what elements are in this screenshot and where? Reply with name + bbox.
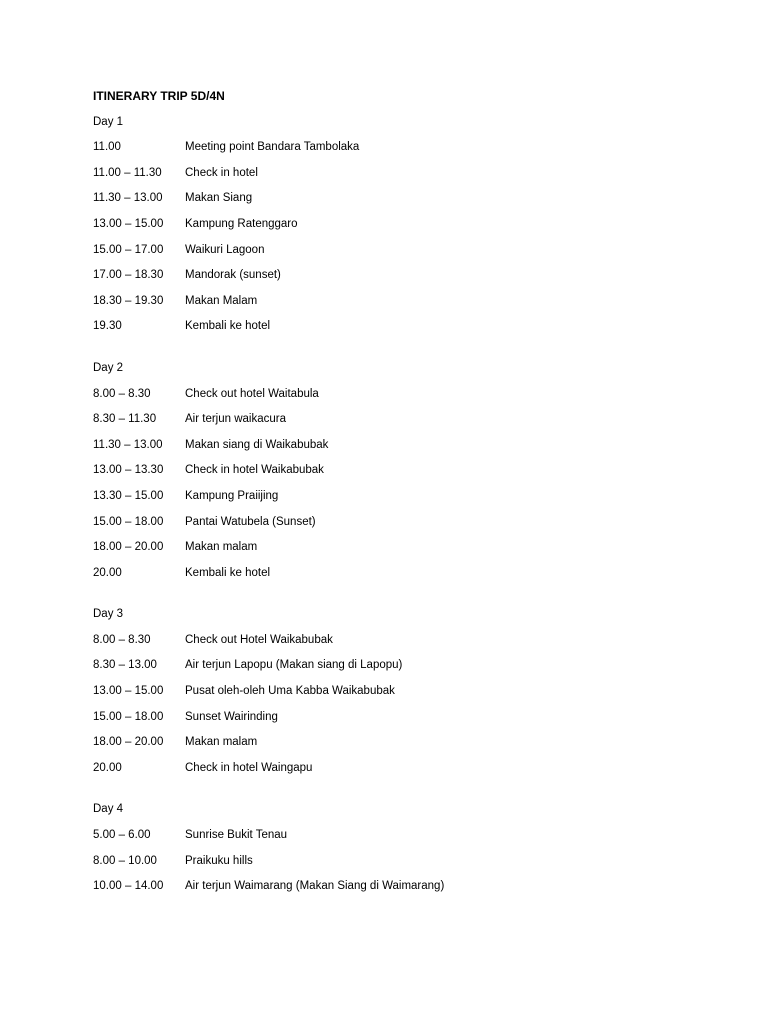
document-page [93, 88, 733, 904]
itinerary-row [93, 242, 733, 258]
activity: Makan siang di Waikabubak [185, 438, 329, 451]
day-section [93, 360, 733, 581]
day-label: Day 2 [93, 361, 124, 374]
activity: Kampung Praiijing [185, 489, 279, 502]
activity: Air terjun Lapopu (Makan siang di Lapopu) [185, 659, 403, 672]
itinerary-row [93, 878, 733, 894]
itinerary-row [93, 411, 733, 427]
activity: Check out Hotel Waikabubak [185, 633, 333, 646]
itinerary-row [93, 539, 733, 555]
day-section [93, 606, 733, 776]
activity: Kembali ke hotel [185, 320, 271, 333]
time-range: 13.00 – 15.00 [93, 685, 164, 698]
itinerary-row [93, 437, 733, 453]
activity: Pantai Watubela (Sunset) [185, 515, 316, 528]
time-range: 11.00 – 11.30 [93, 166, 162, 179]
activity: Sunrise Bukit Tenau [185, 829, 288, 842]
itinerary-row [93, 165, 733, 181]
time-range: 11.30 – 13.00 [93, 192, 163, 205]
itinerary-row [93, 462, 733, 478]
activity: Waikuri Lagoon [185, 243, 265, 256]
time-range: 19.30 [93, 320, 122, 333]
itinerary-row [93, 827, 733, 843]
itinerary-row [93, 709, 733, 725]
time-range: 18.00 – 20.00 [93, 736, 164, 749]
day-section [93, 114, 733, 335]
day-section [93, 801, 733, 894]
time-range: 8.00 – 8.30 [93, 387, 151, 400]
day-label: Day 1 [93, 115, 124, 128]
time-range: 5.00 – 6.00 [93, 829, 151, 842]
time-range: 13.00 – 15.00 [93, 217, 164, 230]
itinerary-row [93, 632, 733, 648]
time-range: 15.00 – 17.00 [93, 243, 164, 256]
time-range: 10.00 – 14.00 [93, 880, 164, 893]
itinerary-days [93, 114, 733, 895]
time-range: 8.30 – 11.30 [93, 413, 157, 426]
itinerary-row [93, 514, 733, 530]
day-label: Day 3 [93, 608, 124, 621]
activity: Kampung Ratenggaro [185, 217, 298, 230]
itinerary-row [93, 734, 733, 750]
itinerary-row [93, 760, 733, 776]
itinerary-row [93, 139, 733, 155]
time-range: 13.30 – 15.00 [93, 489, 164, 502]
activity: Air terjun waikacura [185, 413, 286, 426]
activity: Sunset Wairinding [185, 710, 278, 723]
activity: Check out hotel Waitabula [185, 387, 319, 400]
time-range: 8.00 – 8.30 [93, 633, 151, 646]
activity: Makan malam [185, 541, 258, 554]
itinerary-row [93, 683, 733, 699]
itinerary-row [93, 853, 733, 869]
activity: Meeting point Bandara Tambolaka [185, 141, 360, 154]
itinerary-row [93, 565, 733, 581]
document-title: ITINERARY TRIP 5D/4N [93, 89, 225, 103]
activity: Air terjun Waimarang (Makan Siang di Waimarang) [185, 880, 445, 893]
activity: Makan malam [185, 736, 258, 749]
activity: Kembali ke hotel [185, 566, 271, 579]
time-range: 20.00 [93, 761, 122, 774]
time-range: 13.00 – 13.30 [93, 464, 164, 477]
time-range: 11.30 – 13.00 [93, 438, 163, 451]
activity: Mandorak (sunset) [185, 269, 281, 282]
itinerary-row [93, 488, 733, 504]
activity: Praikuku hills [185, 854, 253, 867]
activity: Check in hotel [185, 166, 258, 179]
time-range: 18.30 – 19.30 [93, 294, 164, 307]
day-label: Day 4 [93, 803, 124, 816]
activity: Pusat oleh-oleh Uma Kabba Waikabubak [185, 685, 395, 698]
itinerary-row [93, 190, 733, 206]
time-range: 20.00 [93, 566, 122, 579]
time-range: 15.00 – 18.00 [93, 710, 164, 723]
activity: Check in hotel Waingapu [185, 761, 313, 774]
time-range: 8.30 – 13.00 [93, 659, 157, 672]
time-range: 11.00 [93, 141, 121, 154]
activity: Makan Siang [185, 192, 253, 205]
itinerary-row [93, 293, 733, 309]
time-range: 15.00 – 18.00 [93, 515, 164, 528]
time-range: 8.00 – 10.00 [93, 854, 157, 867]
time-range: 17.00 – 18.30 [93, 269, 164, 282]
itinerary-row [93, 657, 733, 673]
itinerary-row [93, 318, 733, 334]
itinerary-row [93, 216, 733, 232]
activity: Check in hotel Waikabubak [185, 464, 324, 477]
itinerary-row [93, 386, 733, 402]
activity: Makan Malam [185, 294, 258, 307]
time-range: 18.00 – 20.00 [93, 541, 164, 554]
itinerary-row [93, 267, 733, 283]
